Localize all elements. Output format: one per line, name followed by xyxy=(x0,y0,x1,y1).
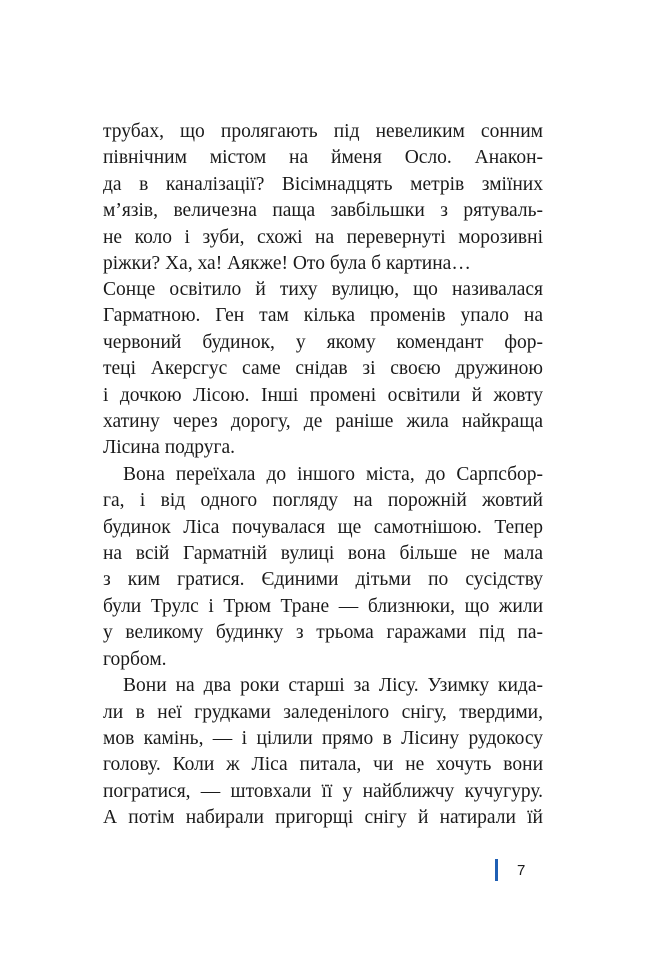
paragraph xyxy=(103,119,543,277)
text-line: з ким гратися. Єдиними дітьми по сусідству xyxy=(103,569,543,591)
text-line: мов камінь, — і цілили прямо в Лісину рудокосу xyxy=(103,727,543,749)
text-line: хатину через дорогу, де раніше жила найкраща xyxy=(103,411,543,433)
text-line: погратися, — штовхали її у найближчу кучугуру. xyxy=(103,780,543,802)
text-line: будинок Ліса почувалася ще самотнішою. Тепер xyxy=(103,516,543,538)
text-line: трубах, що пролягають під невеликим сонним xyxy=(103,121,543,142)
text-line: теці Акерсгус саме снідав зі своєю дружиною xyxy=(103,358,543,380)
text-line: Вона переїхала до іншого міста, до Сарпсбор- xyxy=(123,463,543,485)
text-line: ли в неї грудками заледенілого снігу, твердими, xyxy=(103,701,543,723)
text-line: Вони на два роки старші за Лісу. Узимку кида- xyxy=(123,675,543,697)
text-line: на всій Гарматній вулиці вона більше не мала xyxy=(103,543,543,565)
text-line: червоний будинок, у якому комендант фор- xyxy=(103,331,543,353)
text-line: голову. Коли ж Ліса питала, чи не хочуть вони xyxy=(103,754,543,776)
text-line: м’язів, величезна паща завбільшки з рятуваль- xyxy=(103,200,543,222)
text-line: і дочкою Лісою. Інші промені освітили й жовту xyxy=(103,384,543,406)
text-line: у великому будинку з трьома гаражами під па- xyxy=(103,622,543,644)
paragraph xyxy=(103,462,543,673)
text-line: північним містом на йменя Осло. Анакон- xyxy=(103,147,543,169)
paragraph xyxy=(103,673,543,831)
text-block-top xyxy=(103,119,543,277)
text-line: горбом. xyxy=(103,648,167,670)
text-line: Лісина подруга. xyxy=(103,437,236,459)
page-footer xyxy=(495,859,525,881)
text-line: не коло і зуби, схожі на перевернуті морозивні xyxy=(103,226,543,248)
text-block-main xyxy=(103,277,543,832)
page-number: 7 xyxy=(517,861,526,879)
text-line: да в каналізації? Вісімнадцять метрів зміїних xyxy=(103,173,543,195)
text-line: були Трулс і Трюм Тране — близнюки, що жили xyxy=(103,595,543,617)
text-line: ріжки? Ха, ха! Аякже! Ото була б картина… xyxy=(103,253,471,275)
text-line: Сонце освітило й тиху вулицю, що називалася xyxy=(103,279,543,300)
text-line: Гарматною. Ген там кілька променів упало на xyxy=(103,305,543,327)
text-line: га, і від одного погляду на порожній жовтий xyxy=(103,490,543,512)
text-line: А потім набирали пригорщі снігу й натирали їй xyxy=(103,807,543,829)
accent-bar xyxy=(495,859,498,881)
paragraph xyxy=(103,277,543,462)
